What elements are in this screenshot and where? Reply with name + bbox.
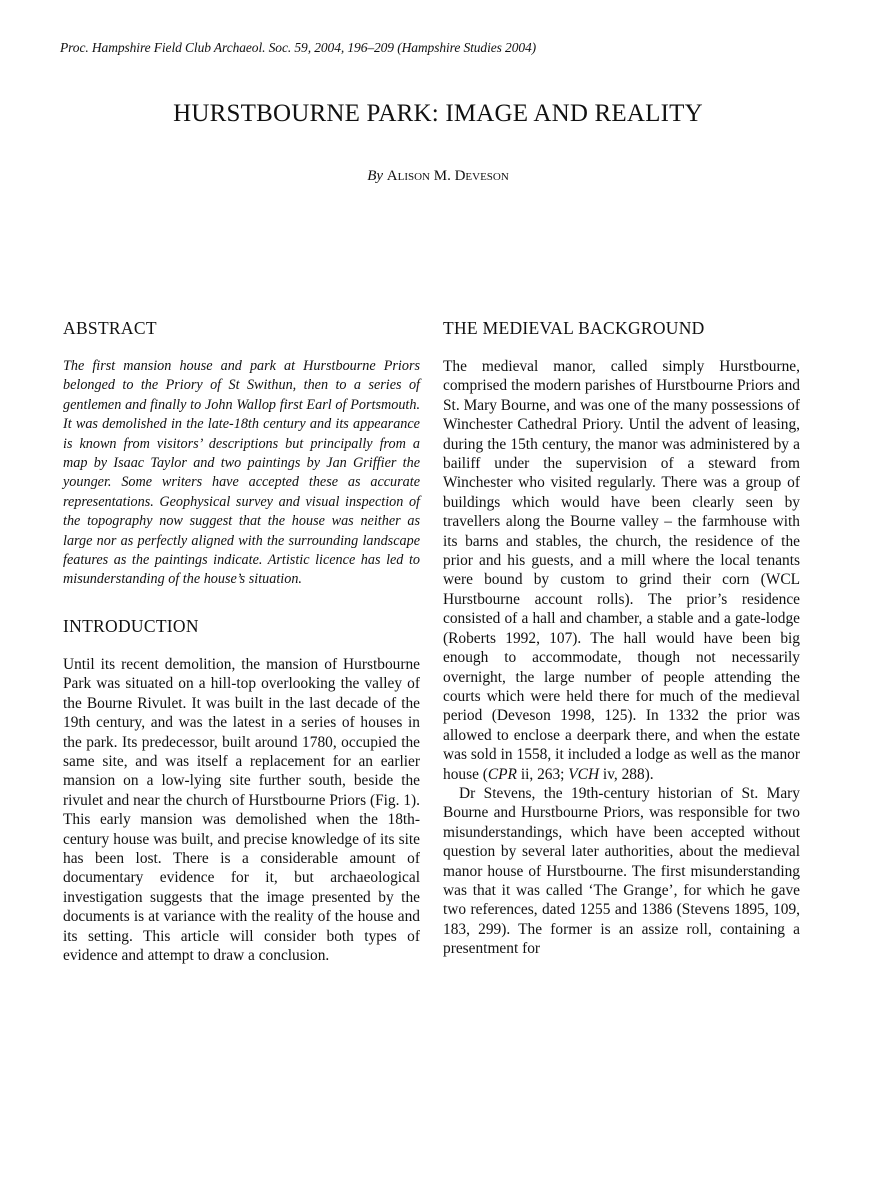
citation-vch: VCH	[568, 765, 600, 783]
medieval-p1-text-c: iv, 288).	[599, 765, 654, 783]
article-title: HURSTBOURNE PARK: IMAGE AND REALITY	[173, 100, 703, 127]
abstract-heading: ABSTRACT	[63, 318, 157, 338]
left-column	[63, 318, 420, 965]
introduction-text: Until its recent demolition, the mansion of Hurstbourne Park was situated on a hill-top overlooking the valley of the Bourne Rivulet. It was built in the last decade of the 19th century, and was the latest in a series of houses in the park. Its predecessor, built around 1780, occupied the same site, and was itself a replacement for an earlier mansion on a low-lying site further south, beside the rivulet and near the church of Hurstbourne Priors (Fig. 1). This early mansion was demolished when the 18th-century house was built, and precise knowledge of its site has been lost. There is a considerable amount of documentary evidence for it, but archaeological investigation suggests that the image presented by the documents is at variance with the reality of the house and its setting. This article will consider both types of evidence and attempt to draw a conclusion.	[63, 655, 420, 964]
medieval-paragraph-1	[443, 357, 800, 784]
right-column	[443, 318, 800, 959]
byline-by: By	[367, 168, 384, 184]
introduction-heading: INTRODUCTION	[63, 615, 199, 636]
citation-cpr: CPR	[487, 765, 517, 783]
medieval-p1-text-a: The medieval manor, called simply Hurstbourne, comprised the modern parishes of Hurstbourne Priors and St. Mary Bourne, and was one of the many possessions of Winchester Cathedral Priory. Until the advent of leasing, during the 15th century, the manor was administered by a bailiff under the supervision of a steward from Winchester who visited regularly. There was a group of buildings which would have been clearly seen by travellers along the Bourne valley – the farmhouse with its barns and stables, the church, the residence of the prior and his guests, and a mill where the local tenants were bound by custom to grind their corn (WCL Hurstbourne account rolls). The prior’s residence consisted of a hall and chamber, a stable and a gate-lodge (Roberts 1992, 107). The hall would have been big enough to accommodate, though not necessarily overnight, the large number of people attending the courts which were held there for much of the medieval period (Deveson 1998, 125). In 1332 the prior was allowed to enclose a deerpark there, and when the estate was sold in 1558, it included a lodge as well as the manor house (	[443, 358, 800, 783]
byline	[0, 168, 876, 185]
journal-citation: Proc. Hampshire Field Club Archaeol. Soc. 59, 2004, 196–209 (Hampshire Studies 2004)	[60, 40, 537, 55]
author-name: Alison M. Deveson	[386, 168, 509, 184]
medieval-paragraph-2: Dr Stevens, the 19th-century historian of St. Mary Bourne and Hurstbourne Priors, was responsible for two misunderstandings, which have been accepted without question by several later authorities, about the medieval manor house of Hurstbourne. The first misunderstanding was that it was called ‘The Grange’, for which he gave two references, dated 1255 and 1386 (Stevens 1895, 109, 183, 299). The former is an assize roll, containing a presentment for	[443, 784, 800, 958]
medieval-p1-text-b: ii, 263;	[516, 765, 569, 783]
abstract-text: The first mansion house and park at Hurstbourne Priors belonged to the Priory of St Swithun, then to a series of gentlemen and finally to John Wallop first Earl of Portsmouth. It was demolished in the late-18th century and its appearance is known from visitors’ descriptions but principally from a map by Isaac Taylor and two paintings by Jan Griffier the younger. Some writers have accepted these as accurate representations. Geophysical survey and visual inspection of the topography now suggest that the house was neither as large nor as perfectly aligned with the surrounding landscape features as the paintings indicate. Artistic licence has led to misunderstanding of the house’s situation.	[63, 358, 420, 588]
medieval-heading: THE MEDIEVAL BACKGROUND	[443, 318, 705, 338]
